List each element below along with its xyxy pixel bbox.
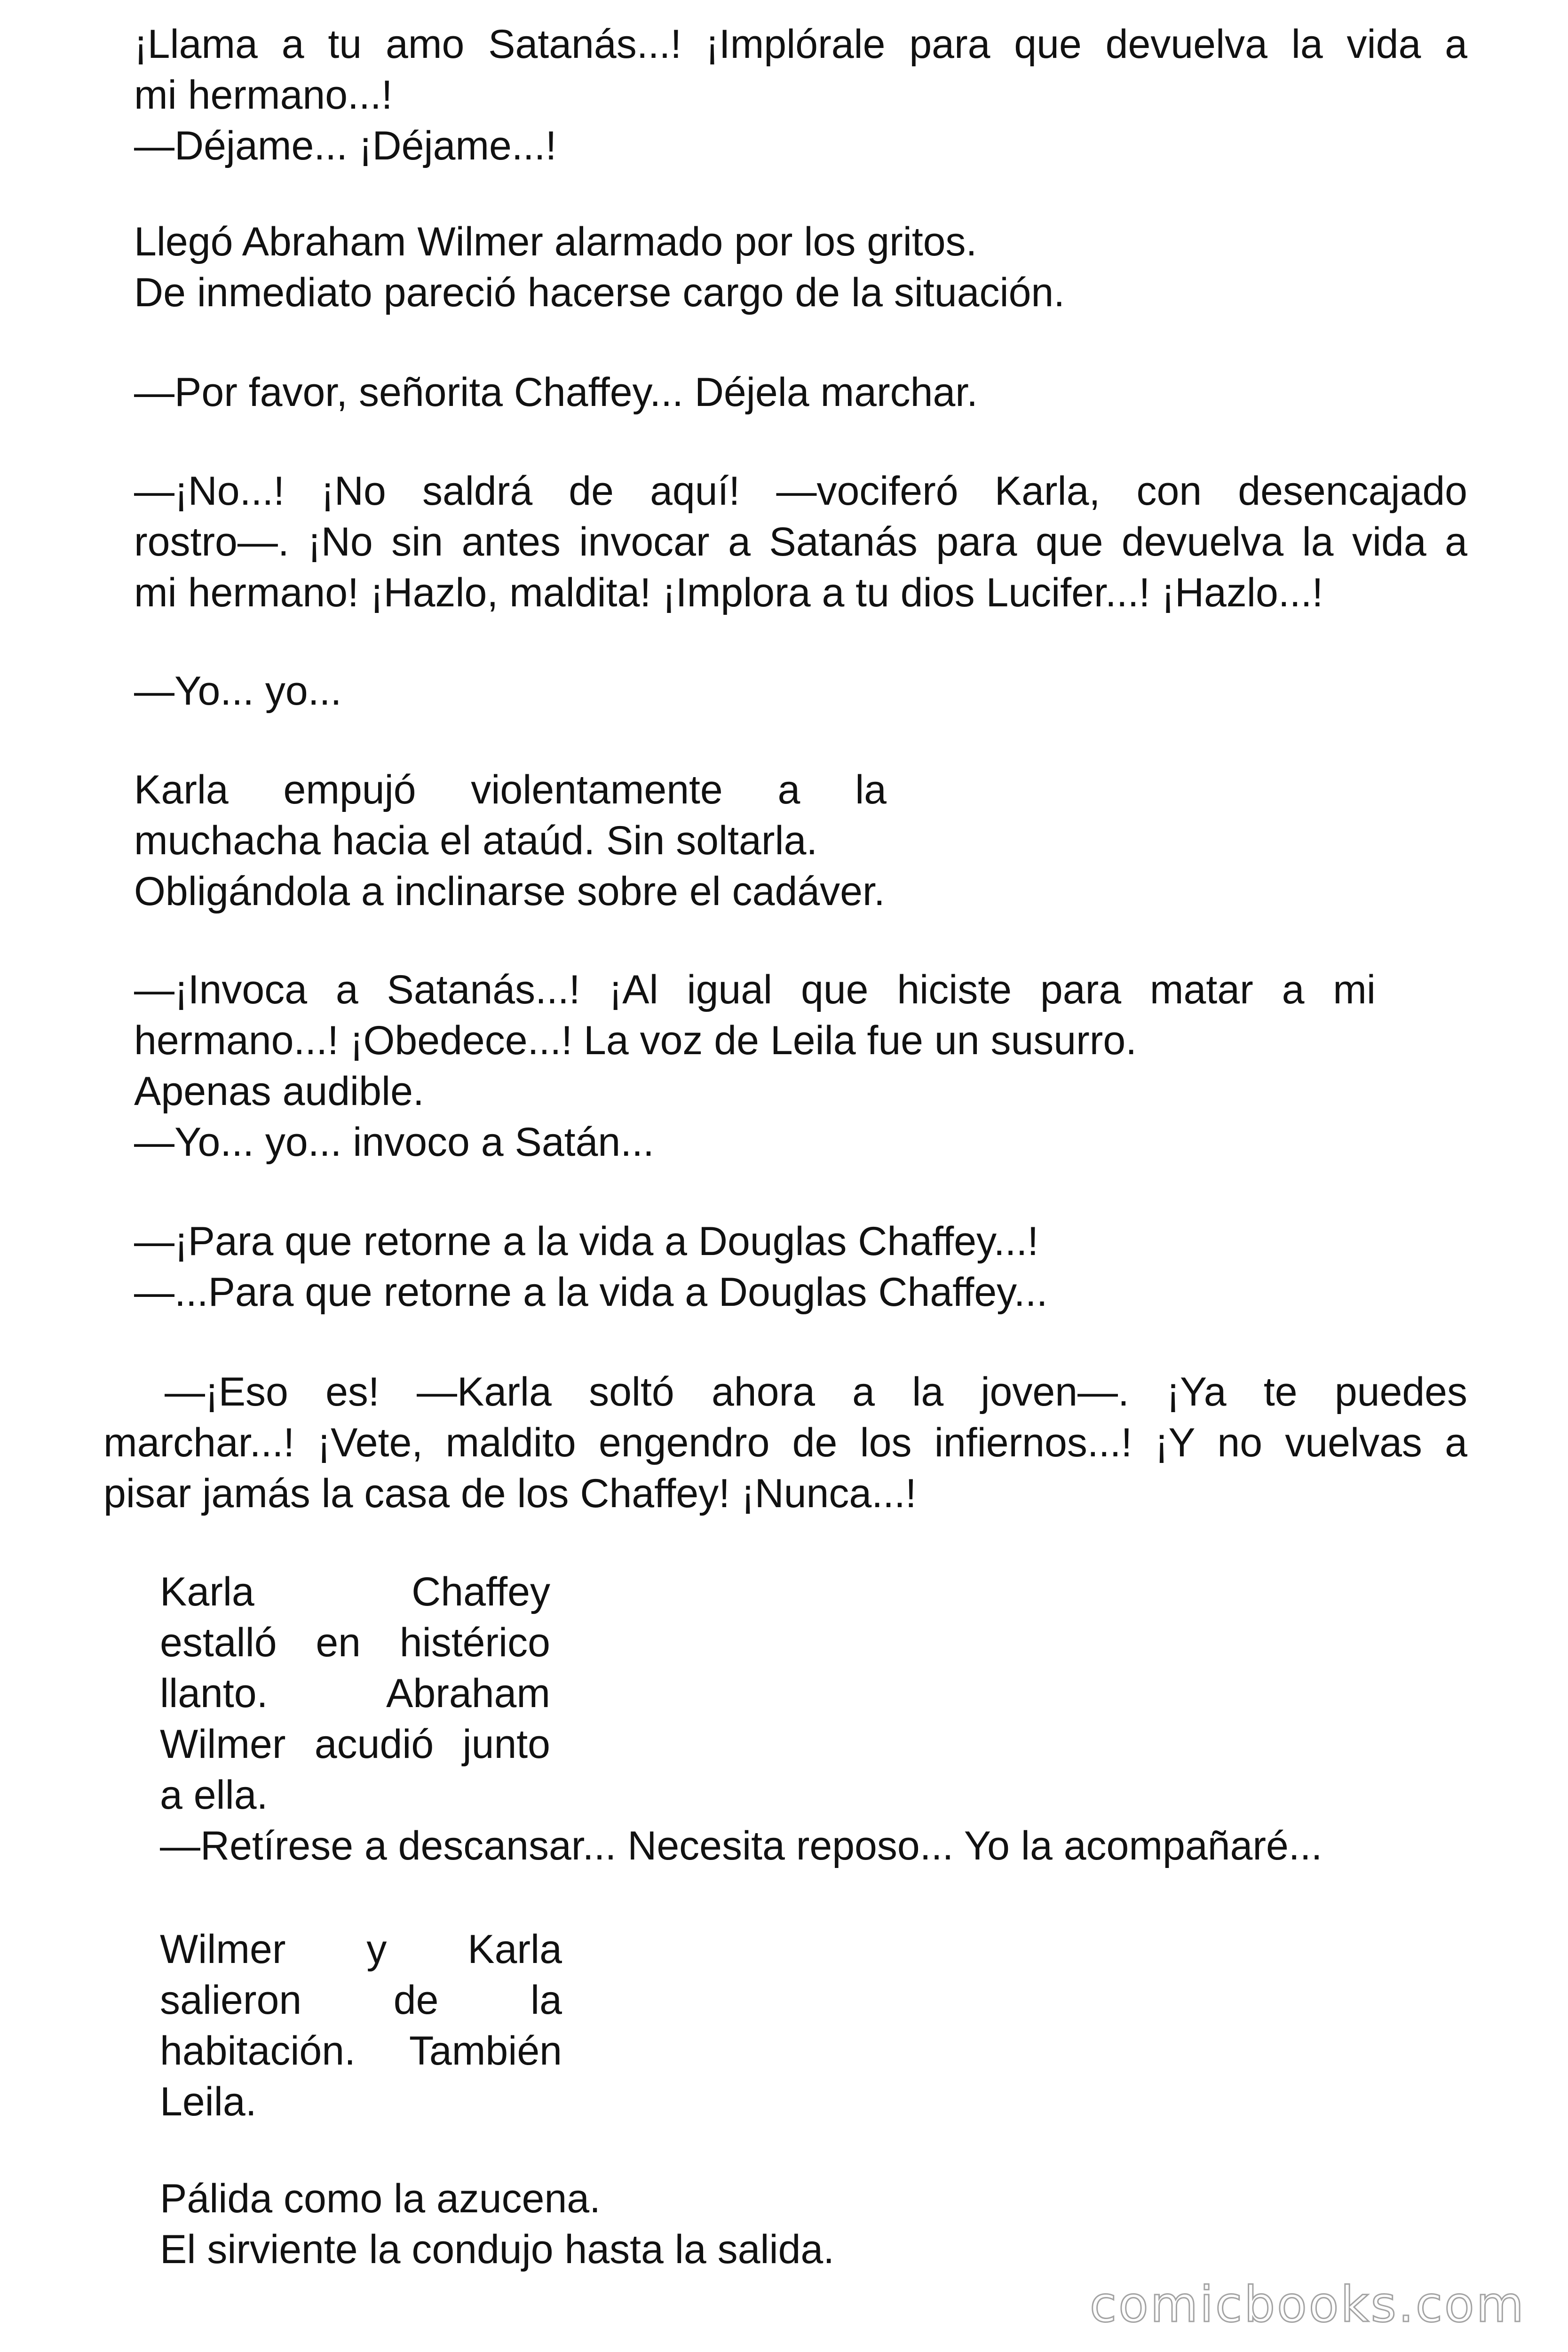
text-line: ¡Llama a tu amo Satanás...! ¡Implórale para que devuelva la vida a	[134, 22, 1467, 67]
text-line: hermano...! ¡Obedece...! La voz de Leila fue un susurro.	[134, 1018, 1137, 1063]
text-line: llanto. Abraham	[160, 1671, 550, 1716]
paragraph-12	[160, 2173, 1430, 2275]
paragraph-6	[134, 764, 1467, 917]
text-line: —...Para que retorne a la vida a Douglas Chaffey...	[134, 1270, 1048, 1315]
paragraph-4	[134, 466, 1467, 618]
text-line: Wilmer y Karla	[160, 1927, 562, 1972]
text-line: —Déjame... ¡Déjame...!	[134, 123, 557, 168]
text-line: Wilmer acudió junto	[160, 1722, 550, 1767]
text-line: estalló en histérico	[160, 1620, 550, 1665]
text-line: —¡Para que retorne a la vida a Douglas Chaffey...!	[134, 1219, 1039, 1264]
text-line: a ella.	[160, 1772, 268, 1818]
text-line: —Retírese a descansar... Necesita reposo... Yo la acompañaré...	[160, 1823, 1323, 1868]
text-line: —Yo... yo... invoco a Satán...	[134, 1120, 654, 1165]
text-line: rostro—. ¡No sin antes invocar a Satanás para que devuelva la vida a	[134, 519, 1467, 564]
text-line: mi hermano! ¡Hazlo, maldita! ¡Implora a tu dios Lucifer...! ¡Hazlo...!	[134, 570, 1323, 615]
paragraph-3	[134, 367, 1467, 418]
paragraph-2	[134, 216, 1467, 318]
text-line: marchar...! ¡Vete, maldito engendro de los infiernos...! ¡Y no vuelvas a	[103, 1420, 1467, 1465]
text-line: Obligándola a inclinarse sobre el cadáver.	[134, 869, 885, 914]
text-line: El sirviente la condujo hasta la salida.	[160, 2227, 835, 2272]
text-line: De inmediato pareció hacerse cargo de la situación.	[134, 270, 1065, 315]
paragraph-8	[134, 1216, 1467, 1318]
paragraph-7	[134, 964, 1376, 1168]
paragraph-5	[134, 666, 1467, 716]
site-watermark: comicbooks.com	[1089, 2276, 1526, 2333]
text-line: habitación. También	[160, 2028, 562, 2074]
paragraph-11	[160, 1924, 1430, 2127]
paragraph-10	[160, 1566, 1430, 1871]
text-line: muchacha hacia el ataúd. Sin soltarla.	[134, 818, 818, 863]
text-line: Karla empujó violentamente a la	[134, 767, 887, 812]
text-line: Pálida como la azucena.	[160, 2176, 601, 2221]
text-line: —Yo... yo...	[134, 668, 342, 714]
text-line: mi hermano...!	[134, 72, 393, 118]
text-line: Leila.	[160, 2079, 257, 2124]
text-line: —¡No...! ¡No saldrá de aquí! —vociferó Karla, con desencajado	[134, 469, 1467, 514]
text-line: —Por favor, señorita Chaffey... Déjela marchar.	[134, 370, 978, 415]
paragraph-1	[134, 19, 1467, 171]
text-line: Apenas audible.	[134, 1069, 424, 1114]
paragraph-9	[103, 1367, 1467, 1519]
text-line: Karla Chaffey	[160, 1569, 550, 1614]
text-line: Llegó Abraham Wilmer alarmado por los gritos.	[134, 219, 977, 264]
text-line: pisar jamás la casa de los Chaffey! ¡Nunca...!	[103, 1471, 917, 1516]
text-line: —¡Invoca a Satanás...! ¡Al igual que hiciste para matar a mi	[134, 967, 1376, 1012]
text-line: salieron de la	[160, 1978, 562, 2023]
text-line: —¡Eso es! —Karla soltó ahora a la joven—. ¡Ya te puedes	[165, 1369, 1467, 1414]
